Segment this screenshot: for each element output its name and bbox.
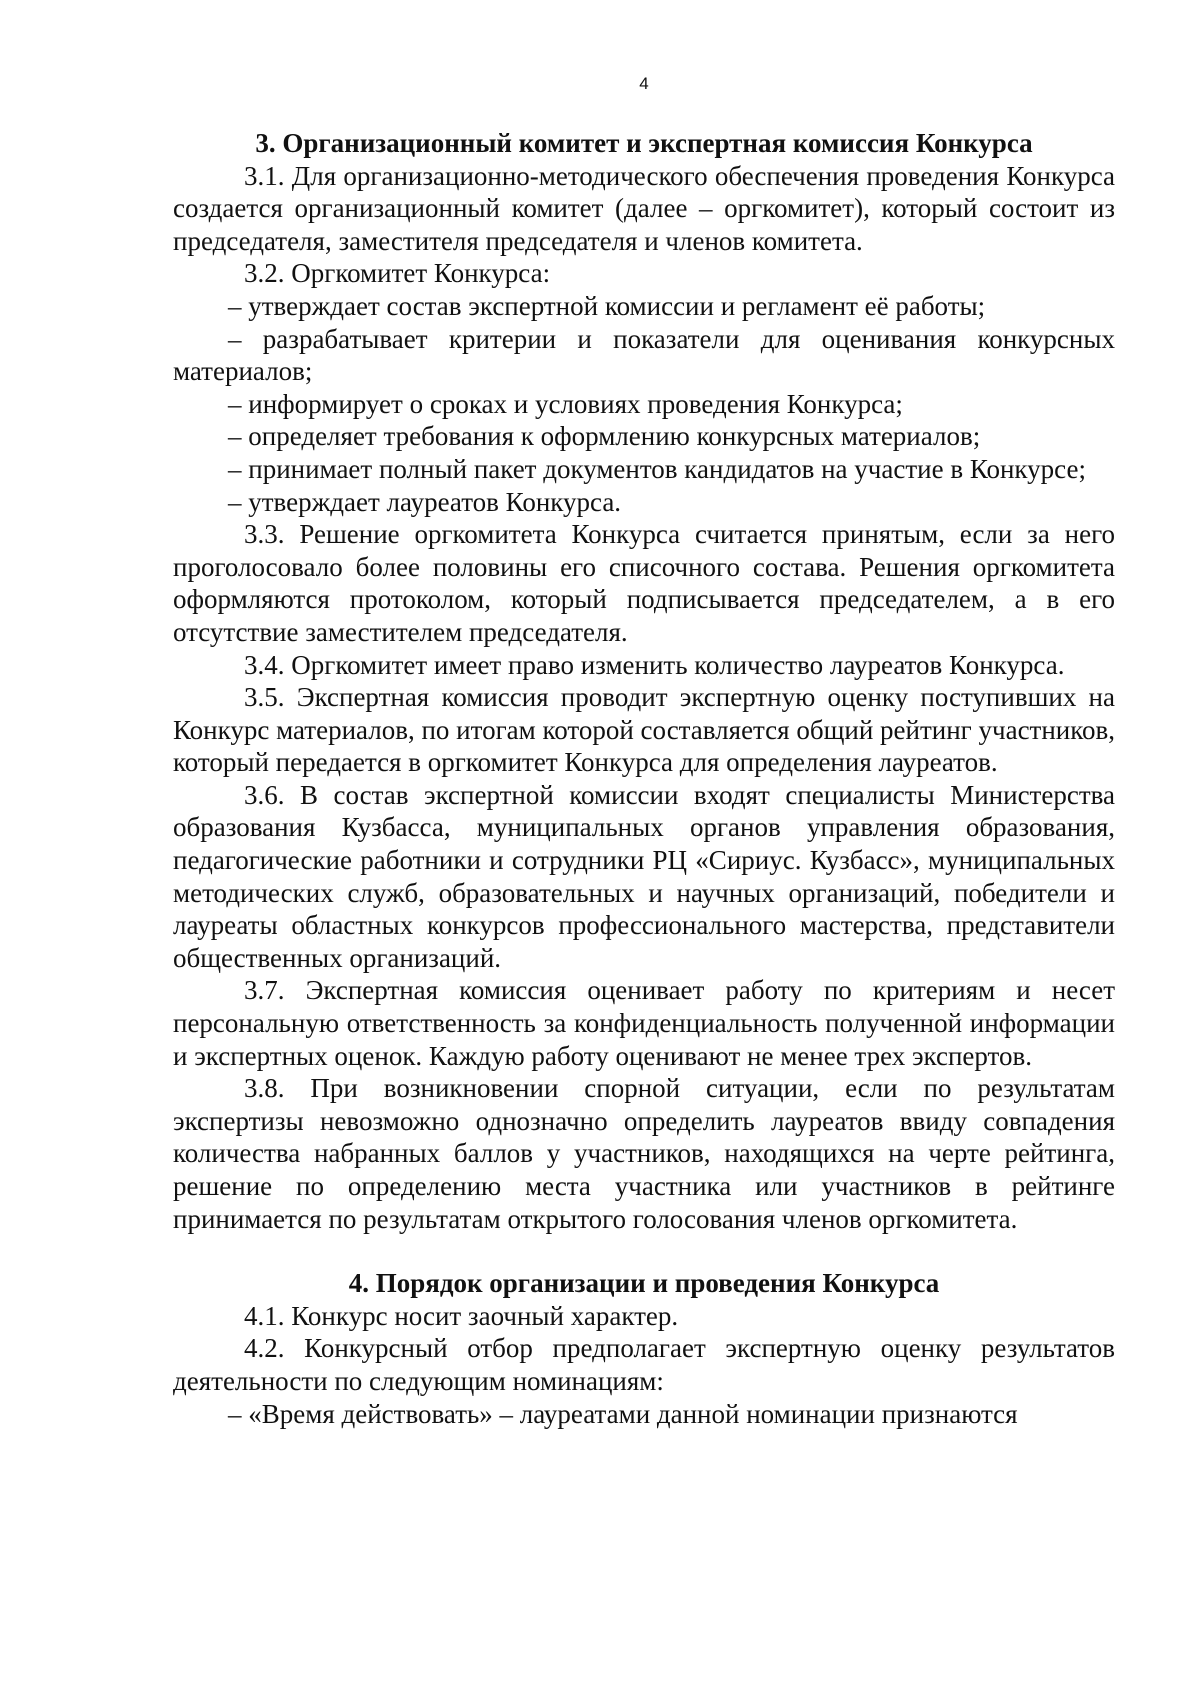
paragraph-3-6: 3.6. В состав экспертной комиссии входят специалисты Министерства образования Кузбасса, муниципальных органов управления образования, педагогические работники и сотрудники РЦ «Сириус. Кузбасс», муниципальных методических служб, образовательных и научных организаций, победители и лауреаты областных конкурсов профессионального мастерства, представители общественных организаций.: [173, 779, 1115, 973]
list-item: – информирует о сроках и условиях проведения Конкурса;: [228, 388, 903, 419]
list-item: – принимает полный пакет документов кандидатов на участие в Конкурсе;: [228, 453, 1086, 484]
paragraph-4-1: 4.1. Конкурс носит заочный характер.: [244, 1300, 679, 1331]
section-3-heading: 3. Организационный комитет и экспертная комиссия Конкурса: [255, 128, 1033, 158]
paragraph-3-1: 3.1. Для организационно-методического обеспечения проведения Конкурса создается организационный комитет (далее – оргкомитет), который состоит из председателя, заместителя председателя и членов комитета.: [173, 160, 1115, 256]
page-number: 4: [639, 74, 649, 93]
paragraph-3-7: 3.7. Экспертная комиссия оценивает работу по критериям и несет персональную ответственность за конфиденциальность полученной информации и экспертных оценок. Каждую работу оценивают не менее трех экспертов.: [173, 975, 1115, 1071]
list-item: – разрабатывает критерии и показатели для оценивания конкурсных материалов;: [173, 323, 1115, 387]
list-item: – «Время действовать» – лауреатами данной номинации признаются: [228, 1398, 1018, 1429]
paragraph-4-2: 4.2. Конкурсный отбор предполагает экспертную оценку результатов деятельности по следующим номинациям:: [173, 1333, 1115, 1396]
section-4-heading: 4. Порядок организации и проведения Конкурса: [348, 1268, 940, 1299]
list-item: – определяет требования к оформлению конкурсных материалов;: [228, 421, 981, 452]
paragraph-3-5: 3.5. Экспертная комиссия проводит экспертную оценку поступивших на Конкурс материалов, по итогам которой составляется общий рейтинг участников, который передается в оргкомитет Конкурса для определения лауреатов.: [173, 682, 1115, 778]
list-item: – утверждает состав экспертной комиссии и регламент её работы;: [228, 290, 986, 321]
list-item: – утверждает лауреатов Конкурса.: [228, 486, 622, 517]
paragraph-3-4: 3.4. Оргкомитет имеет право изменить количество лауреатов Конкурса.: [244, 649, 1065, 680]
paragraph-3-2: 3.2. Оргкомитет Конкурса:: [244, 258, 551, 289]
document-body: [173, 127, 1115, 1430]
paragraph-3-3: 3.3. Решение оргкомитета Конкурса считается принятым, если за него проголосовало более половины его списочного состава. Решения оргкомитета оформляются протоколом, который подписывается председателем, а в его отсутствие заместителем председателя.: [173, 519, 1115, 647]
paragraph-3-8: 3.8. При возникновении спорной ситуации, если по результатам экспертизы невозможно однозначно определить лауреатов ввиду совпадения количества набранных баллов у участников, находящихся на черте рейтинга, решение по определению места участника или участников в рейтинге принимается по результатам открытого голосования членов оргкомитета.: [173, 1073, 1115, 1234]
